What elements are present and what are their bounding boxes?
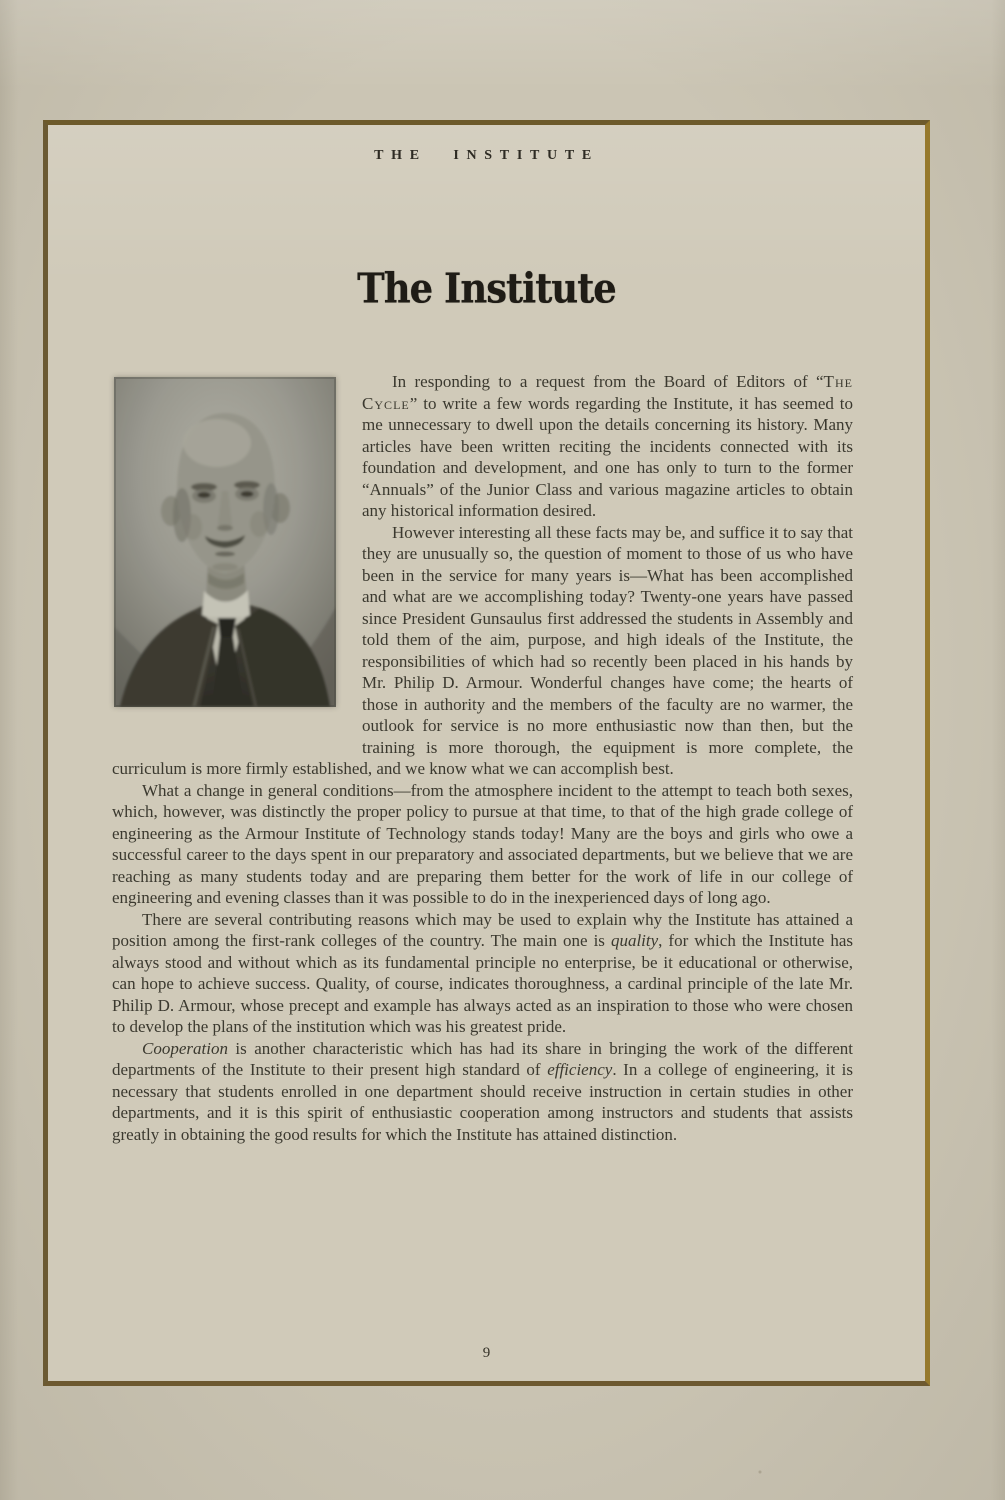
article-paragraph: However interesting all these facts may be, and suffice it to say that they are unusually so, the question of moment to those of us who have been in the service for many years is—What has been accomplished and what are we accomplishing today? Twenty-one years have passed since President Gunsaulus first addressed the students in Assembly and told them of the aim, purpose, and high ideals of the Institute, the responsibilities of which had so recently been placed in his hands by Mr. Philip D. Armour. Wonderful changes have come; the hearts of those in authority and the members of the faculty are no warmer, the outlook for service is no more enthusiastic now than then, but the training is more thorough, the equipment is more complete, the curriculum is more firmly established, and we know what we can accomplish best. [112,522,853,778]
article-paragraph: There are several contributing reasons which may be used to explain why the Institute has attained a position among the first-rank colleges of the country. The main one is quality, for which the Institute has always stood and without which as its fundamental principle no enterprise, be it educational or otherwise, can hope to achieve success. Quality, of course, indicates thoroughness, a cardinal principle of the late Mr. Philip D. Armour, whose precept and example has always acted as an inspiration to those who were chosen to develop the plans of the institution which was his greatest pride. [112,909,854,1036]
article-paragraph: In responding to a request from the Board of Editors of “The Cycle” to write a few words regarding the Institute, it has seemed to me unnecessary to dwell upon the details concerning its history. Many articles have been written reciting the incidents connected with its foundation and development, and one has only to turn to the former “Annuals” of the Junior Class and various magazine articles to obtain any historical information desired. [362,372,853,520]
running-header: THE INSTITUTE [374,148,599,163]
decorative-border-frame [43,120,930,1386]
page-number: 9 [482,1345,491,1361]
portrait-photo [114,377,336,707]
article-body [112,371,853,1145]
portrait-illustration [114,377,336,707]
page-title: The Institute [357,263,616,313]
article-paragraph: Cooperation is another characteristic which has had its share in bringing the work of the different departments of the Institute to their present high standard of efficiency. In a college of engineering, it is necessary that students enrolled in one department should receive instruction in certain studies in other departments, and it is this spirit of enthusiastic cooperation among instructors and students that assists greatly in obtaining the good results for which the Institute has attained distinction. [112,1038,853,1144]
article-paragraph: What a change in general conditions—from the atmosphere incident to the attempt to teach both sexes, which, however, was distinctly the proper policy to pursue at that time, to that of the high grade college of engineering as the Armour Institute of Technology stands today! Many are the boys and girls who owe a successful career to the days spent in our preparatory and associated departments, but we believe that we are reaching as many students today and are preparing them better for the work of life in our college of engineering and evening classes than it was possible to do in the inexperienced days of long ago. [112,780,853,907]
